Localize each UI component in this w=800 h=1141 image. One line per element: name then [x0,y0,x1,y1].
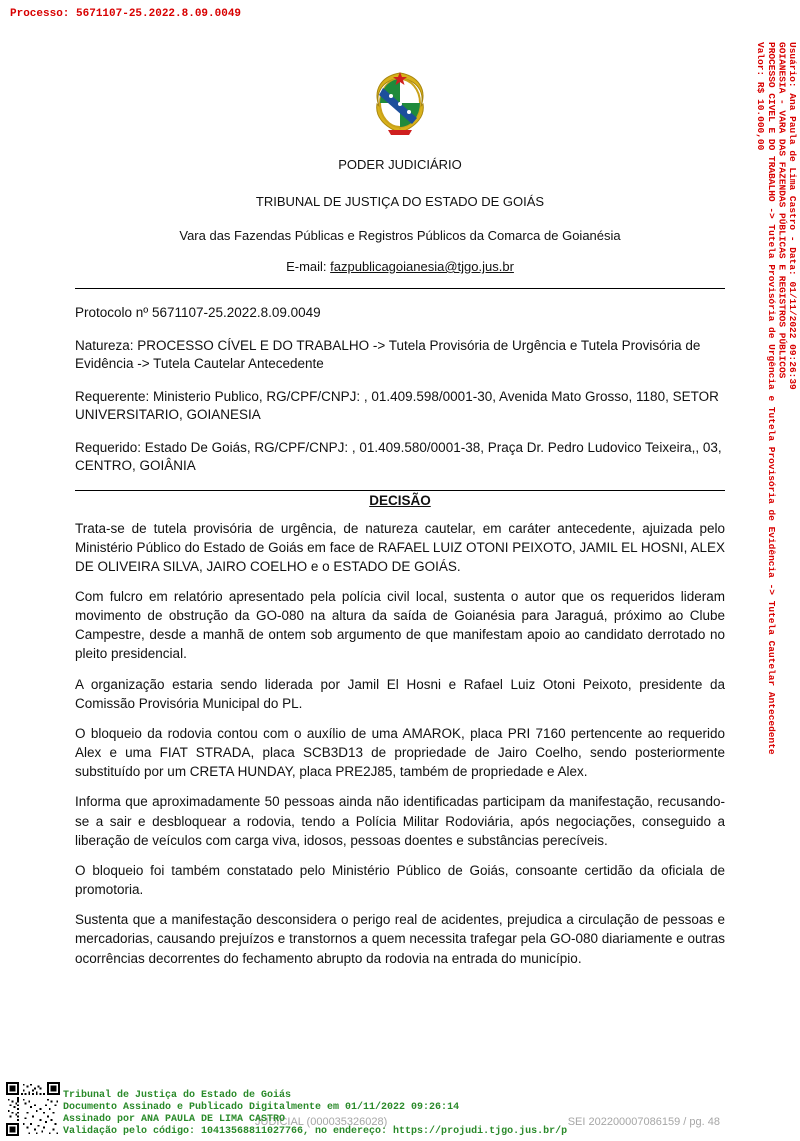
side-stamp [755,42,798,1122]
signature-court: Tribunal de Justiça do Estado de Goiás [63,1090,292,1101]
coat-of-arms-goias-icon [75,70,725,141]
header-divider [75,288,725,289]
signature-signer: Assinado por ANA PAULA DE LIMA CASTRO [63,1114,286,1125]
decision-body [75,519,725,968]
decision-paragraph: Informa que aproximadamente 50 pessoas ainda não identificadas participam da manifestação, recusando-se a sair e desbloquear a rodovia, tendo a Polícia Militar Rodoviária, após negociações, conseguido a liberação de veículos com carga viva, idosos, pessoas doentes e substâncias perecíveis. [75,794,725,848]
decision-paragraph: O bloqueio da rodovia contou com o auxílio de uma AMAROK, placa PRI 7160 pertencente ao requerido Alex e uma FIAT STRADA, placa SCB3D13 de propriedade de Jairo Coelho, sendo posteriormente substituído por um CRETA HUNDAY, placa PRE2J85, também de propriedade e Alex. [75,725,725,780]
decision-paragraph: O bloqueio foi também constatado pelo Ministério Público de Goiás, consoante certidão da oficiala de promotoria. [75,862,725,898]
side-stamp-value: Valor: R$ 10.000,00 [755,42,767,151]
decision-paragraph: Com fulcro em relatório apresentado pela polícia civil local, sustenta o autor que os requeridos lideram movimento de obstrução da GO-080 na altura da saída de Goianésia para Jaraguá, próximo ao Clube Campestre, desde a manhã de ontem sob argumento de que manifestam apoio ao candidato derrotado no pleito presidencial. [75,589,725,662]
requerente-line: Requerente: Ministerio Publico, RG/CPF/CNPJ: , 01.409.598/0001-30, Avenida Mato Grosso, 1180, SETOR UNIVERSITARIO, GOIANESIA [75,389,719,423]
natureza-line: Natureza: PROCESSO CÍVEL E DO TRABALHO -> Tutela Provisória de Urgência e Tutela Provisória de Evidência -> Tutela Cautelar Antecedente [75,338,701,372]
signature-validation: Validação pelo código: 10413568811027766, no endereço: https://projudi.tjgo.jus.br/p [63,1126,568,1137]
decision-paragraph: Sustenta que a manifestação desconsidera o perigo real de acidentes, prejudica a circulação de pessoas e mercadorias, causando prejuízos e transtornos a quem necessita trafegar pela GO-080 diariamente e outras ocorrências decorrentes do fechamento abrupto da rodovia na entrada do município. [75,912,725,966]
decision-divider [75,490,725,491]
header-email-line [75,259,725,274]
header-division: Vara das Fazendas Públicas e Registros Públicos da Comarca de Goianésia [179,228,621,243]
side-stamp-user: Usuário: Ana Paula de Lima Castro - Data: 01/11/2022 09:26:39 [787,42,798,390]
sei-page-ref: SEI 202200007086159 / pg. 48 [567,1116,720,1128]
side-stamp-class: PROCESSO CIVEL E DO TRABALHO -> Tutela Provisória de Urgência e Tutela Provisória de Evidência -> Tutela Cautelar Antecedente [765,42,777,755]
protocol-line: Protocolo nº 5671107-25.2022.8.09.0049 [75,305,321,320]
decision-paragraph: Trata-se de tutela provisória de urgência, de natureza cautelar, em caráter antecedente, ajuizada pelo Ministério Público do Estado de Goiás em face de RAFAEL LUIZ OTONI PEIXOTO, JAMIL EL HOSNI, ALEX DE OLIVEIRA SILVA, JAIRO COELHO e o ESTADO DE GOIÁS. [75,520,725,574]
sei-document-ref: JUDICIAL (000035326028) [255,1116,388,1128]
decision-paragraph: A organização estaria sendo liderada por Jamil El Hosni e Rafael Luiz Otoni Peixoto, presidente da Comissão Provisória Municipal do PL. [75,676,725,711]
requerido-line: Requerido: Estado De Goiás, RG/CPF/CNPJ: , 01.409.580/0001-38, Praça Dr. Pedro Ludovico Teixeira,, 03, CENTRO, GOIÂNIA [75,440,722,474]
header-org: PODER JUDICIÁRIO [338,157,462,172]
process-number-stamp: Processo: 5671107-25.2022.8.09.0049 [10,8,242,20]
decision-title: DECISÃO [369,492,431,508]
signature-block [63,1090,567,1138]
email-label: E-mail: [286,259,331,274]
email-link[interactable]: fazpublicagoianesia@tjgo.jus.br [330,259,514,274]
qr-code [6,1082,60,1136]
signature-published: Documento Assinado e Publicado Digitalmente em 01/11/2022 09:26:14 [63,1102,460,1113]
side-stamp-court: GOIANESIA - VARA DAS FAZENDAS PÚBLICAS E REGISTROS PÚBLICOS [776,42,788,379]
header-court: TRIBUNAL DE JUSTIÇA DO ESTADO DE GOIÁS [255,194,545,209]
